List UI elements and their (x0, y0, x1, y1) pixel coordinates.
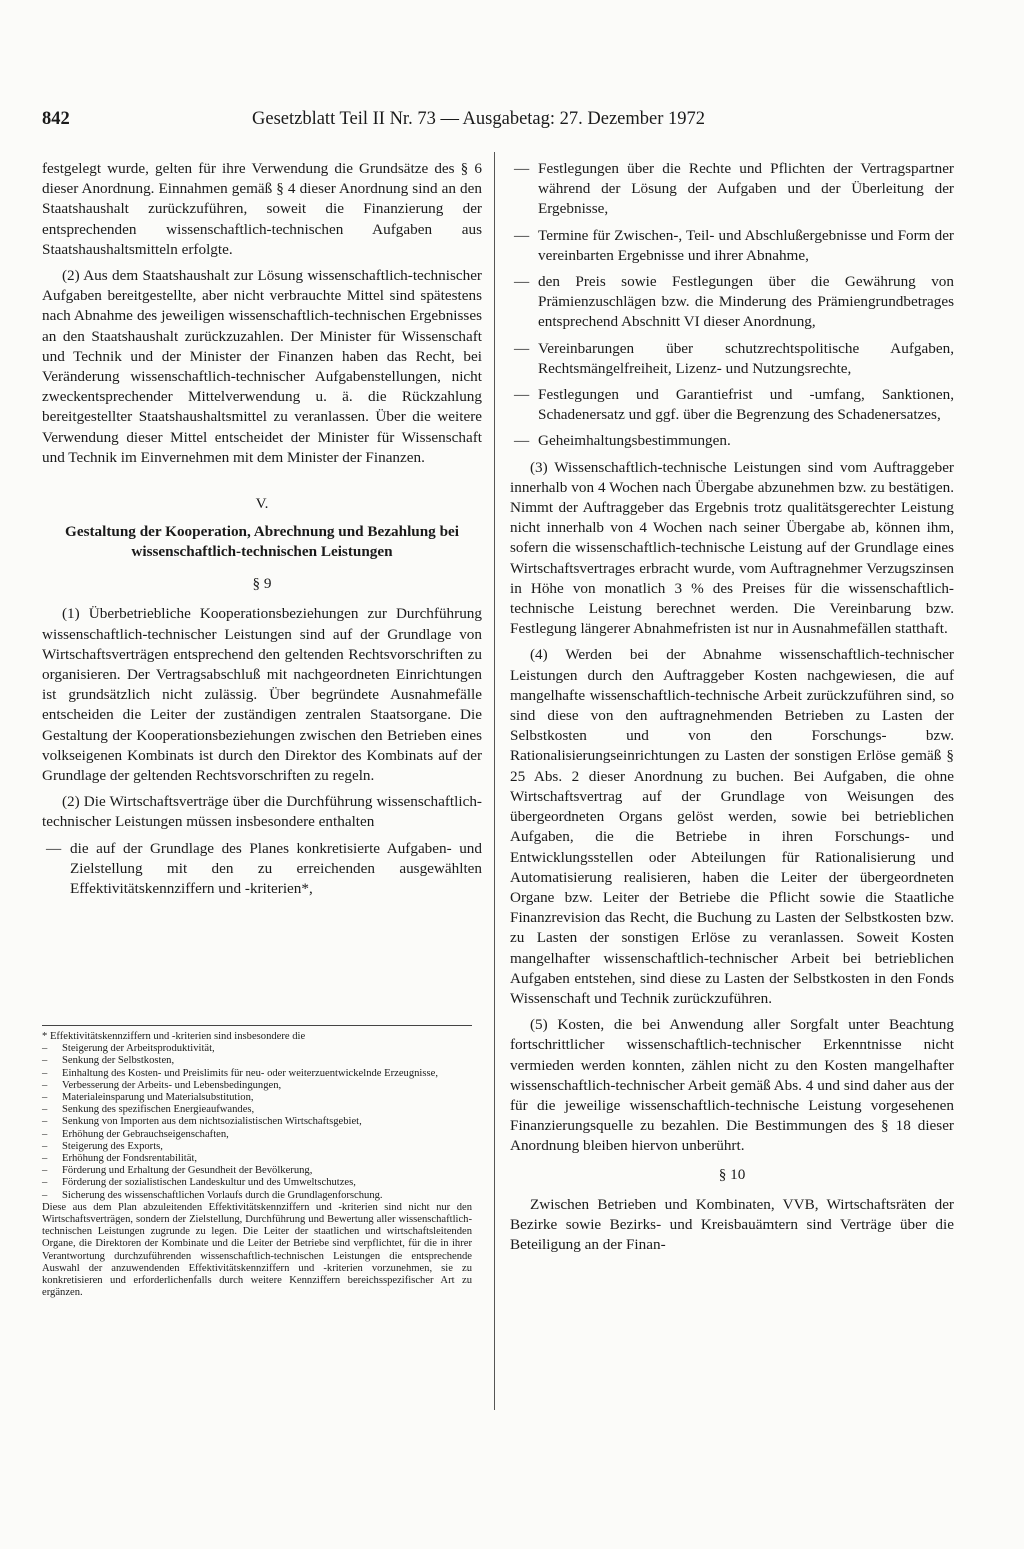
dash-marker: — (514, 226, 530, 244)
paragraph-continued: festgelegt wurde, gelten für ihre Verwendung die Grundsätze des § 6 dieser Anordnung. Einnahmen gemäß § 4 dieser Anordnung sind an den Staatshaushalt zurückzuführen, soweit die Finanzierung der entsprechenden wissenschaftlich-technischen Aufgaben aus Staatshaushaltsmitteln erfolgte. (42, 160, 482, 258)
page-header (42, 106, 762, 132)
paragraph-2: (2) Aus dem Staatshaushalt zur Lösung wissenschaftlich-technischer Aufgaben bereitgestellte, aber nicht verbrauchte Mittel sind spätestens nach Abnahme des jeweiligen wissenschaftlich-technischen Ergebnisses an den Staatshaushalt zurückzuzahlen. Der Minister für Wissenschaft und Technik und der Minister der Finanzen haben das Recht, bei Veränderung wissenschaftlich-technischer Aufgabenstellungen, nicht zweckentsprechender Mittelverwendung u. ä. die Rückzahlung bereitgestellter Staatshaushaltsmittel zu veranlassen. Über die weitere Verwendung dieser Mittel entscheidet der Minister für Wissenschaft und Technik im Einvernehmen mit dem Minister der Finanzen. (42, 267, 482, 466)
footnote-closing: Diese aus dem Plan abzuleitenden Effektivitätskennziffern und -kriterien sind nicht nur den Wirtschaftsverträgen, sondern der Zielstellung, Durchführung und Bewertung aller wissenschaftlich-technischen Leistungen zugrunde zu legen. Die Leiter der staatlichen und wirtschaftsleitenden Organe, die Direktoren der Kombinate und die Leiter der Betriebe sind verpflichtet, für die in ihrer Verantwortung durchzuführenden wissenschaftlich-technischen Leistungen die entsprechende Auswahl der anzuwendenden Effektivitätskennziffern und -kriterien vorzunehmen, sie zu konkretisieren und erforderlichenfalls durch weitere Kennziffern bereichsspezifischer Art zu ergänzen. (42, 1201, 472, 1299)
list-item: – Einhaltung des Kosten- und Preislimits für neu- oder weiterzuentwickelnde Erzeugnisse, (42, 1067, 438, 1079)
left-column (42, 159, 482, 905)
list-item: – Senkung von Importen aus dem nichtsozialistischen Wirtschaftsgebiet, (42, 1116, 362, 1128)
paragraph-9-4: (4) Werden bei der Abnahme wissenschaftlich-technischer Leistungen durch den Auftraggeber Kosten nachgewiesen, die auf mangelhafte wissenschaftlich-technische Arbeit zurückzuführen sind, so sind diese von den auftragnehmenden Betrieben zu Lasten der Selbstkosten und von den Forschungs- bzw. Rationalisierungseinrichtungen zu Lasten der sonstigen Erlöse gemäß § 25 Abs. 2 dieser Anordnung zu buchen. Bei Aufgaben, die ohne Wirtschaftsvertrag auf der Grundlage von Weisungen des übergeordneten Organs gelöst werden, sowie bei betrieblichen Aufgaben, die die Betriebe in ihren Forschungs- und Entwicklungsstellen oder Abteilungen für Rationalisierung und Automatisierung realisieren, haben die Leiter der übergeordneten Organe bzw. Leiter der Betriebe die Pflicht sowie die Staatliche Finanzrevision das Recht, die Buchung zu Lasten der Selbstkosten bzw. zu Lasten der sonstigen Erlöse zu veranlassen. Soweit Kosten mangelhafter wissenschaftlich-technischer Arbeit bei betrieblichen Aufgaben entstehen, sind diese zu Lasten der Selbstkosten in den Fonds Wissenschaft und Technik zurückzuführen. (510, 646, 954, 1007)
dash-marker: — (514, 339, 530, 357)
dash-marker: — (514, 432, 530, 450)
list-item: – Förderung der sozialistischen Landeskultur und des Umweltschutzes, (42, 1177, 356, 1189)
paragraph-9-2: (2) Die Wirtschaftsverträge über die Durchführung wissenschaftlich-technischer Leistungen müssen insbesondere enthalten (42, 793, 482, 831)
list-item: — Vereinbarungen über schutzrechtspolitische Aufgaben, Rechtsmängelfreiheit, Lizenz- und Nutzungsrechte, (514, 339, 954, 377)
list-item: — den Preis sowie Festlegungen über die Gewährung von Prämienzuschlägen bzw. die Minderung des Prämiengrundbetrages entsprechend Abschnitt VI dieser Anordnung, (514, 273, 954, 331)
list-item: – Senkung der Selbstkosten, (42, 1055, 175, 1067)
contract-contents-list-right (510, 159, 954, 452)
list-item: – Erhöhung der Fondsrentabilität, (42, 1153, 198, 1165)
list-item: – Sicherung des wissenschaftlichen Vorlaufs durch die Grundlagenforschung. (42, 1189, 383, 1201)
dash-marker: — (514, 160, 530, 177)
page-number: 842 (42, 109, 70, 129)
dash-marker: — (46, 839, 62, 857)
paragraph-9-3: (3) Wissenschaftlich-technische Leistungen sind vom Auftraggeber innerhalb von 4 Wochen nach Übergabe abzunehmen bzw. zu bestätigen. Nimmt der Auftraggeber das Ergebnis trotz qualitätsgerechter Leistung nicht innerhalb von 4 Wochen nach seiner Übergabe ab, können ihm, sofern die wissenschaftlich-technische Leistung auf der Grundlage eines Wirtschaftsvertrages erbracht wurde, vom Auftragnehmer Verzugszinsen in Höhe von monatlich 3 % des Preises für die wissenschaftlich-technische Leistung berechnet werden. Die Vereinbarung bzw. Festlegung längerer Abnahmefristen ist nur in Ausnahmefällen statthaft. (510, 458, 954, 638)
list-item: – Förderung und Erhaltung der Gesundheit der Bevölkerung, (42, 1165, 313, 1177)
list-item: — die auf der Grundlage des Planes konkretisierte Aufgaben- und Zielstellung mit den zu erreichenden ausgewählten Effektivitätskennziffern und -kriterien*, (46, 839, 482, 898)
list-item: – Senkung des spezifischen Energieaufwandes, (42, 1104, 255, 1116)
right-column (510, 159, 954, 1261)
list-item: — Geheimhaltungsbestimmungen. (510, 431, 954, 451)
footnote-list (42, 1043, 472, 1202)
list-item: — Festlegungen und Garantiefrist und -umfang, Sanktionen, Schadenersatz und ggf. über die Begrenzung des Schadenersatzes, (514, 386, 954, 424)
list-item: — Festlegungen über die Rechte und Pflichten der Vertragspartner während der Lösung der Aufgaben und der Überleitung der Ergebnisse, (514, 160, 954, 218)
column-divider (494, 152, 495, 1410)
dash-marker: — (514, 386, 530, 404)
list-item: – Verbesserung der Arbeits- und Lebensbedingungen, (42, 1079, 282, 1091)
footnote-block (42, 1025, 472, 1299)
list-item: – Steigerung der Arbeitsproduktivität, (42, 1043, 215, 1055)
paragraph-sign-10: § 10 (718, 1165, 746, 1183)
paragraph-10: Zwischen Betrieben und Kombinaten, VVB, Wirtschaftsräten der Bezirke sowie Bezirks- und Kreisbauämtern sind Verträge über die Beteiligung an der Finan- (510, 1195, 954, 1254)
paragraph-sign-9: § 9 (252, 575, 272, 593)
paragraph-9-5: (5) Kosten, die bei Anwendung aller Sorgfalt unter Beachtung fortschrittlicher wissenschaftlich-technischer Erkenntnisse nicht vermieden werden konnten, zählen nicht zu den Kosten mangelhafter wissenschaftlich-technischer Arbeit gemäß Abs. 4 und sind daher aus der für die jeweilige wissenschaftlich-technische Leistung vorgesehenen Finanzierungsquelle zu bezahlen. Die Bestimmungen des § 18 dieser Anordnung bleiben hiervon unberührt. (510, 1016, 954, 1155)
section-numeral: V. (255, 495, 269, 513)
contract-contents-list-left (42, 839, 482, 900)
dash-marker: — (514, 273, 530, 291)
list-item: – Steigerung des Exports, (42, 1140, 163, 1152)
list-item: – Erhöhung der Gebrauchseigenschaften, (42, 1128, 229, 1140)
list-item: — Termine für Zwischen-, Teil- und Abschlußergebnisse und Form der vereinbarten Ergebnisse und ihrer Abnahme, (514, 226, 954, 264)
header-title: Gesetzblatt Teil II Nr. 73 — Ausgabetag: 27. Dezember 1972 (252, 109, 706, 129)
paragraph-9-1: (1) Überbetriebliche Kooperationsbeziehungen zur Durchführung wissenschaftlich-technischer Leistungen sind auf der Grundlage von Wirtschaftsverträgen entsprechend den geltenden Rechtsvorschriften zu organisieren. Der Vertragsabschluß mit nachgeordneten Einrichtungen ist grundsätzlich nicht zulässig. Über begründete Ausnahmefälle entscheiden die Leiter der zuständigen zentralen Staatsorgane. Die Gestaltung der Kooperationsbeziehungen zwischen den Betrieben eines volkseigenen Kombinats ist durch den Direktor des Kombinats auf der Grundlage der geltenden Rechtsvorschriften zu regeln. (42, 605, 482, 785)
section-heading: Gestaltung der Kooperation, Abrechnung und Bezahlung bei wissenschaftlich-technischen Leistungen (65, 523, 459, 561)
footnote-intro: * Effektivitätskennziffern und -kriterien sind insbesondere die (42, 1031, 306, 1042)
list-item: – Materialeinsparung und Materialsubstitution, (42, 1092, 254, 1104)
